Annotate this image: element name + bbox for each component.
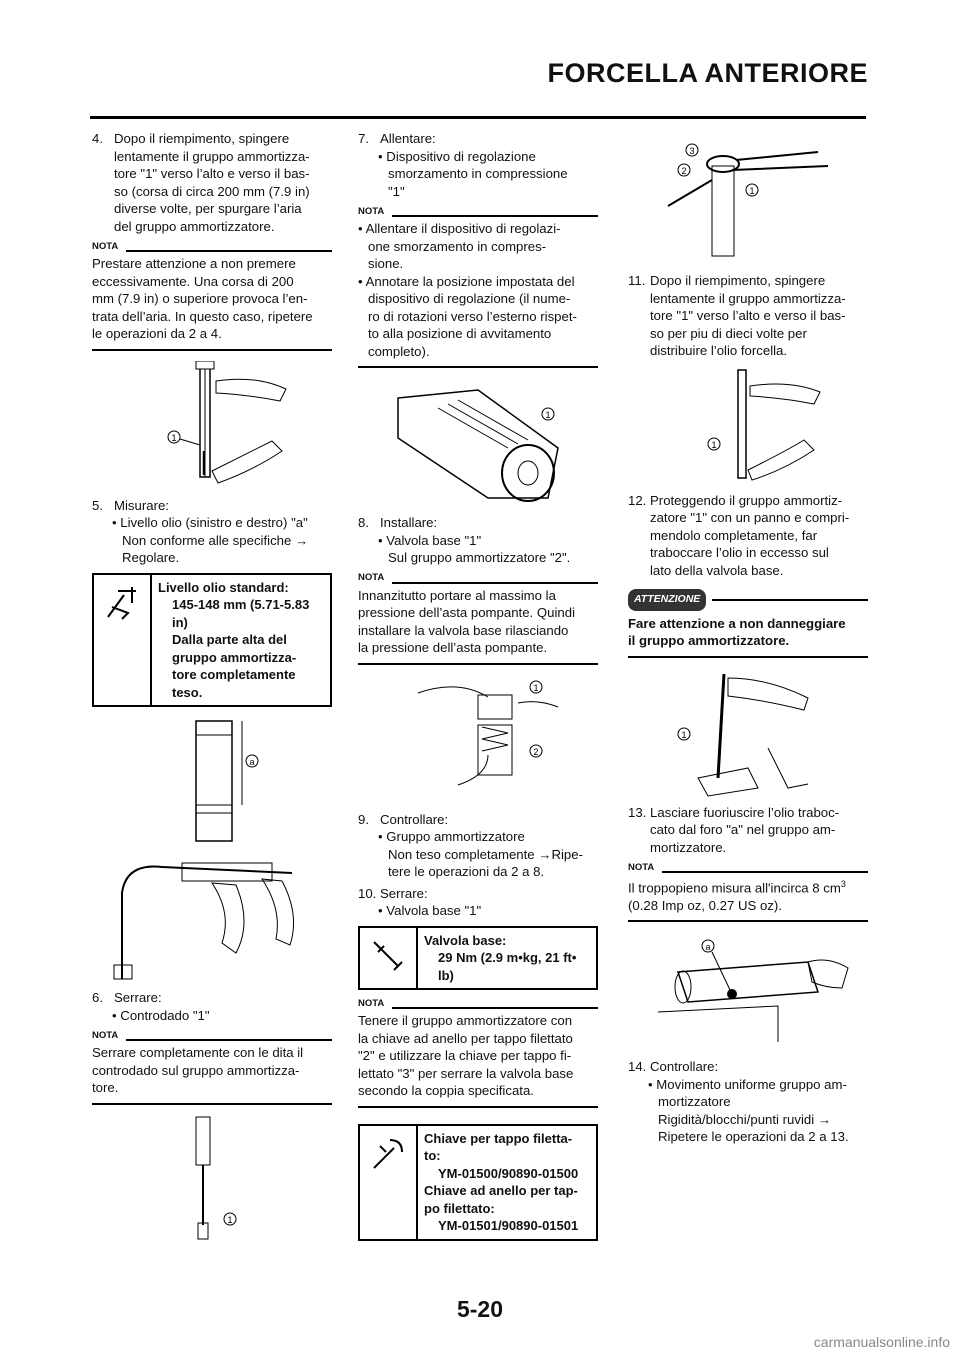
spec-tools: Chiave per tappo filetta- to: YM-01500/90890-01500 Chiave ad anello per tap- po filettato: YM-01501/90890-01501	[358, 1124, 598, 1241]
step-7: 7. Allentare: • Dispositivo di regolazione smorzamento in compressione "1"	[358, 131, 568, 199]
svg-text:1: 1	[749, 186, 755, 196]
svg-text:a: a	[249, 757, 255, 767]
step-14: 14. Controllare: • Movimento uniforme gruppo am- mortizzatore Rigidità/blocchi/punti ruvidi → Ripetere le operazioni da 2 a 13.	[628, 1059, 849, 1145]
figure-wrenches	[628, 136, 868, 266]
spec-base-valve-torque: Valvola base: 29 Nm (2.9 m•kg, 21 ft• lb)	[358, 926, 598, 991]
watermark: carmanualsonline.info	[813, 1334, 950, 1350]
nota-box: NOTA Il troppopieno misura all'incirca 8 $cm^3$ (0.28 Imp oz, 0.27 US oz).	[628, 864, 868, 922]
figure-pump-rod-2	[628, 366, 868, 486]
figure-install-valve	[358, 675, 598, 805]
svg-text:a: a	[705, 942, 711, 953]
nota-box: NOTA • Allentare il dispositivo di regolazi- one smorzamento in compres- sione. • Annotare la posizione impostata del dispositivo di regolazione (il nume- ro di rotazioni verso l’esterno rispet- to alla posizione di avvitamento completo).	[358, 208, 598, 368]
step-6: 6. Serrare: • Controdado "1"	[92, 990, 210, 1023]
figure-pump-rod	[92, 361, 332, 491]
column-2	[358, 130, 598, 1251]
nota-box: NOTA Prestare attenzione a non premere eccessivamente. Una corsa di 200 mm (7.9 in) o superiore provoca l’en- trata dell’aria. In questo caso, ripetere le operazioni da 2 a 4.	[92, 243, 332, 351]
figure-locknut	[92, 1115, 332, 1245]
column-3	[628, 130, 868, 1150]
svg-text:1: 1	[171, 432, 177, 443]
svg-text:3: 3	[689, 146, 695, 156]
spec-oil-level: Livello olio standard: 145-148 mm (5.71-5.83 in) Dalla parte alta del gruppo ammortizza- tore completamente teso.	[92, 573, 332, 708]
figure-damper-tool	[92, 853, 332, 983]
svg-text:1: 1	[681, 729, 687, 740]
step-12: 12. Proteggendo il gruppo ammortiz- zatore "1" con un panno e compri- mendolo completamente, far traboccare l’olio in eccesso sul lato della valvola base.	[628, 492, 850, 578]
step-8: 8. Installare: • Valvola base "1" Sul gruppo ammortizzatore "2".	[358, 515, 571, 565]
page-title: FORCELLA ANTERIORE	[547, 58, 868, 88]
step-9: 9. Controllare: • Gruppo ammortizzatore Non teso completamente →Ripe- tere le operazioni da 2 a 8.	[358, 811, 583, 879]
svg-text:2: 2	[681, 166, 687, 176]
torque-wrench-icon	[360, 928, 418, 989]
svg-text:1: 1	[545, 410, 551, 420]
svg-text:1: 1	[533, 682, 539, 693]
step-10: 10. Serrare: • Valvola base "1"	[358, 885, 482, 918]
figure-overflow	[628, 932, 868, 1052]
step-4: 4. Dopo il riempimento, spingere lentamente il gruppo ammortizza- tore "1" verso l’alto e verso il bas- so (corsa di circa 200 mm (7.9 in) diverse volte, per spurgare l’aria del gruppo ammortizzatore.	[92, 131, 310, 234]
warning-header	[628, 589, 868, 611]
figure-cloth	[628, 668, 868, 798]
nota-box: NOTA Tenere il gruppo ammortizzatore con la chiave ad anello per tappo filettato "2" e utilizzare la chiave per tappo fi- lettato "3" per serrare la valvola base secondo la coppia specificata.	[358, 1000, 598, 1108]
warning-badge: ATTENZIONE	[628, 589, 706, 611]
header-rule	[90, 116, 866, 119]
measure-icon	[94, 575, 152, 706]
column-1	[92, 130, 332, 1251]
step-5: 5. Misurare: • Livello olio (sinistro e destro) "a" Non conforme alle specifiche → Regolare.	[92, 497, 309, 565]
step-11: 11. Dopo il riempimento, spingere lentamente il gruppo ammortizza- tore "1" verso l’alto e verso il bas- so per piu di dieci volte per distribuire l’olio forcella.	[628, 273, 846, 358]
nota-box: NOTA Innanzitutto portare al massimo la pressione dell’asta pompante. Quindi installare la valvola base rilasciando la pressione dell’asta pompante.	[358, 575, 598, 665]
step-13: 13. Lasciare fuoriuscire l’olio traboc- cato dal foro "a" nel gruppo am- mortizzatore.	[628, 804, 840, 855]
figure-oil-level	[92, 717, 332, 847]
special-tool-icon	[360, 1126, 418, 1239]
nota-box: NOTA Serrare completamente con le dita il controdado sul gruppo ammortizza- tore.	[92, 1032, 332, 1105]
svg-text:1: 1	[711, 439, 717, 450]
svg-text:2: 2	[533, 746, 539, 757]
svg-text:1: 1	[227, 1214, 233, 1225]
page-number: 5-20	[456, 1296, 504, 1322]
figure-base-valve	[358, 378, 598, 508]
warning-text: Fare attenzione a non danneggiare il gruppo ammortizzatore.	[628, 611, 868, 658]
